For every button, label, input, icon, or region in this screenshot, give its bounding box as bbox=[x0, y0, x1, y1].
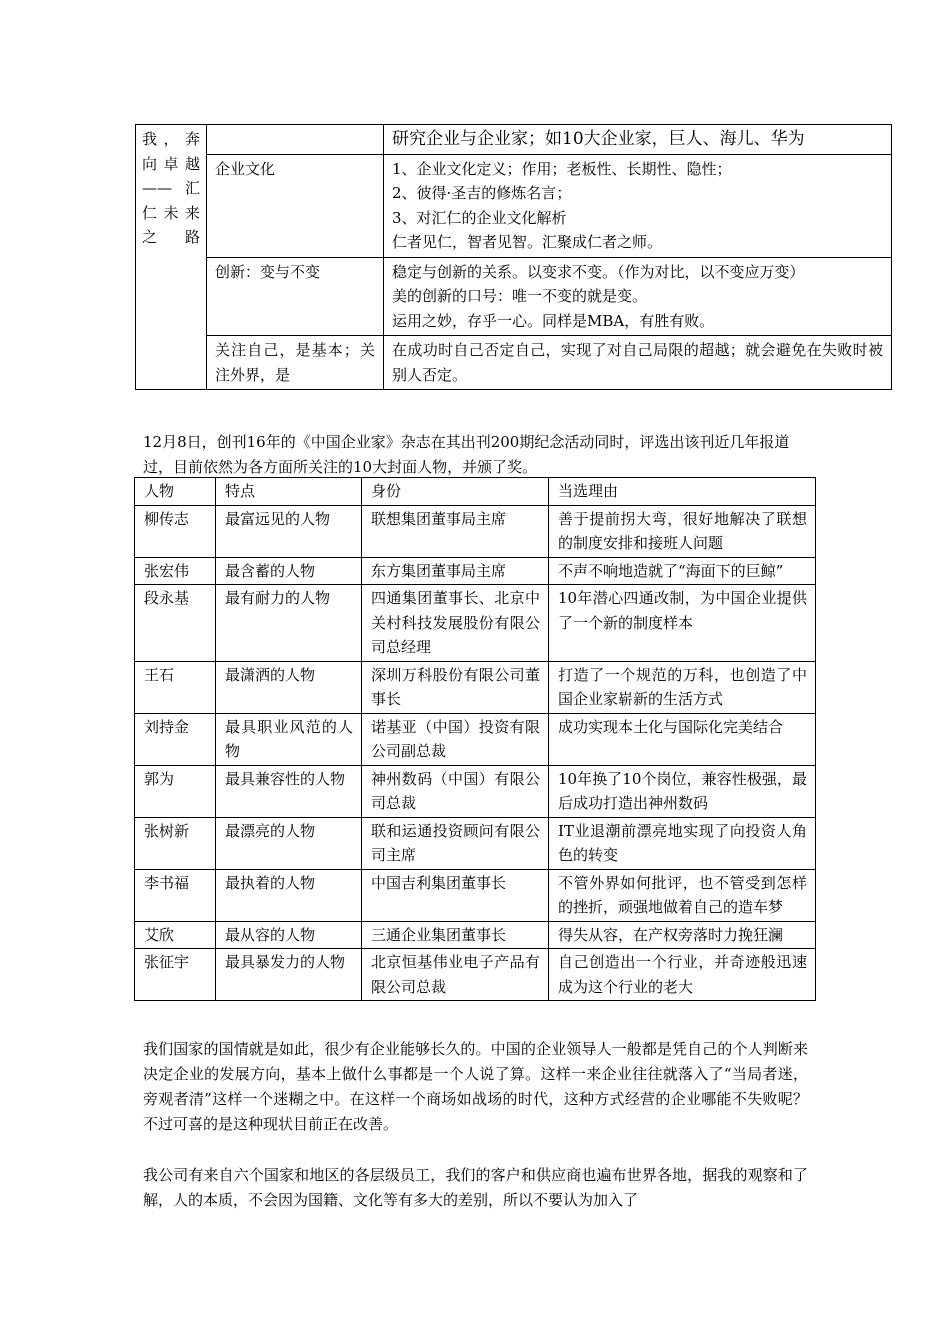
table-row bbox=[135, 585, 816, 662]
body-paragraph: 我公司有来自六个国家和地区的各层级员工，我们的客户和供应商也遍布世界各地，据我的观察和了解，人的本质，不会因为国籍、文化等有多大的差别，所以不要认为加入了 bbox=[143, 1166, 808, 1209]
people-table bbox=[134, 477, 816, 1001]
person-reason: 打造了一个规范的万科，也创造了中国企业家崭新的生活方式 bbox=[549, 661, 816, 713]
person-trait: 最有耐力的人物 bbox=[216, 585, 362, 662]
table-row bbox=[135, 713, 816, 765]
topic-cell: 企业文化 bbox=[207, 154, 384, 257]
person-name: 段永基 bbox=[135, 585, 216, 662]
person-name: 郭为 bbox=[135, 765, 216, 817]
person-trait: 最富远见的人物 bbox=[216, 505, 362, 557]
outline-row bbox=[136, 154, 892, 257]
outline-row bbox=[136, 125, 892, 155]
table-header-row bbox=[135, 478, 816, 506]
person-title: 联和运通投资顾问有限公司主席 bbox=[362, 817, 549, 869]
person-trait: 最具兼容性的人物 bbox=[216, 765, 362, 817]
content-line: 1、企业文化定义；作用；老板性、长期性、隐性； bbox=[392, 159, 732, 178]
person-name: 艾欣 bbox=[135, 921, 216, 949]
person-name: 张征宇 bbox=[135, 949, 216, 1001]
content-line: 2、彼得·圣吉的修炼名言； bbox=[392, 184, 572, 202]
column-header: 特点 bbox=[216, 478, 362, 506]
side-label-line: 我，奔 bbox=[142, 130, 200, 148]
column-header: 当选理由 bbox=[549, 478, 816, 506]
side-label-line: ——汇 bbox=[142, 179, 200, 197]
person-reason: 10年潜心四通改制，为中国企业提供了一个新的制度样本 bbox=[549, 585, 816, 662]
person-reason: 成功实现本土化与国际化完美结合 bbox=[549, 713, 816, 765]
person-title: 中国吉利集团董事长 bbox=[362, 869, 549, 921]
person-name: 李书福 bbox=[135, 869, 216, 921]
person-trait: 最具暴发力的人物 bbox=[216, 949, 362, 1001]
person-name: 王石 bbox=[135, 661, 216, 713]
content-line: 仁者见仁，智者见智。汇聚成仁者之师。 bbox=[392, 233, 663, 251]
person-title: 东方集团董事局主席 bbox=[362, 557, 549, 585]
person-trait: 最具职业风范的人物 bbox=[216, 713, 362, 765]
intro-paragraph: 12月8日，创刊16年的《中国企业家》杂志在其出刊200期纪念活动同时，评选出该刊近几年报道过，目前依然为各方面所关注的10大封面人物，并颁了奖。 bbox=[143, 433, 790, 476]
person-reason: 不声不响地造就了“海面下的巨鲸” bbox=[549, 557, 816, 585]
person-trait: 最含蓄的人物 bbox=[216, 557, 362, 585]
outline-row bbox=[136, 336, 892, 390]
person-title: 深圳万科股份有限公司董事长 bbox=[362, 661, 549, 713]
content-line: 3、对汇仁的企业文化解析 bbox=[392, 208, 567, 227]
content-line: 运用之妙，存乎一心。同样是MBA，有胜有败。 bbox=[392, 311, 715, 330]
person-name: 刘持金 bbox=[135, 713, 216, 765]
table-row bbox=[135, 949, 816, 1001]
outline-table bbox=[135, 124, 892, 390]
content-line: 美的创新的口号：唯一不变的就是变。 bbox=[392, 287, 648, 305]
person-reason: 自己创造出一个行业，并奇迹般迅速成为这个行业的老大 bbox=[549, 949, 816, 1001]
topic-cell bbox=[207, 125, 384, 155]
table-row bbox=[135, 921, 816, 949]
column-header: 身份 bbox=[362, 478, 549, 506]
side-label-line: 向卓越 bbox=[142, 154, 200, 173]
person-title: 三通企业集团董事长 bbox=[362, 921, 549, 949]
person-reason: 善于提前拐大弯，很好地解决了联想的制度安排和接班人问题 bbox=[549, 505, 816, 557]
person-trait: 最潇洒的人物 bbox=[216, 661, 362, 713]
table-row bbox=[135, 765, 816, 817]
person-trait: 最执着的人物 bbox=[216, 869, 362, 921]
topic-cell: 关注自己，是基本；关注外界，是 bbox=[207, 336, 384, 390]
side-label-line: 之路 bbox=[142, 228, 200, 246]
person-title: 诺基亚（中国）投资有限公司副总裁 bbox=[362, 713, 549, 765]
person-name: 张树新 bbox=[135, 817, 216, 869]
person-title: 神州数码（中国）有限公司总裁 bbox=[362, 765, 549, 817]
table-row bbox=[135, 557, 816, 585]
content-cell bbox=[384, 154, 892, 257]
person-reason: 10年换了10个岗位，兼容性极强，最后成功打造出神州数码 bbox=[549, 765, 816, 817]
person-title: 四通集团董事长、北京中关村科技发展股份有限公司总经理 bbox=[362, 585, 549, 662]
person-trait: 最从容的人物 bbox=[216, 921, 362, 949]
person-title: 北京恒基伟业电子产品有限公司总裁 bbox=[362, 949, 549, 1001]
person-title: 联想集团董事局主席 bbox=[362, 505, 549, 557]
table-row bbox=[135, 869, 816, 921]
person-reason: IT业退潮前漂亮地实现了向投资人角色的转变 bbox=[549, 817, 816, 869]
person-reason: 不管外界如何批评，也不管受到怎样的挫折，顽强地做着自己的造车梦 bbox=[549, 869, 816, 921]
side-label-cell bbox=[136, 125, 207, 390]
table-row bbox=[135, 661, 816, 713]
column-header: 人物 bbox=[135, 478, 216, 506]
person-trait: 最漂亮的人物 bbox=[216, 817, 362, 869]
topic-cell: 创新：变与不变 bbox=[207, 257, 384, 336]
content-cell: 在成功时自己否定自己，实现了对自己局限的超越；就会避免在失败时被别人否定。 bbox=[384, 336, 892, 390]
side-label-line: 仁未来 bbox=[142, 203, 200, 222]
content-cell: 研究企业与企业家；如10大企业家，巨人、海儿、华为 bbox=[384, 125, 892, 155]
person-name: 张宏伟 bbox=[135, 557, 216, 585]
body-paragraph: 我们国家的国情就是如此，很少有企业能够长久的。中国的企业领导人一般都是凭自己的个人判断来决定企业的发展方向，基本上做什么事都是一个人说了算。这样一来企业往往就落入了“当局者迷，旁观者清”这样一个迷糊之中。在这样一个商场如战场的时代，这种方式经营的企业哪能不失败呢？不过可喜的是这种现状目前正在改善。 bbox=[143, 1040, 808, 1133]
person-name: 柳传志 bbox=[135, 505, 216, 557]
outline-row bbox=[136, 257, 892, 336]
content-line: 稳定与创新的关系。以变求不变。（作为对比，以不变应万变） bbox=[392, 262, 805, 281]
table-row bbox=[135, 817, 816, 869]
content-cell bbox=[384, 257, 892, 336]
person-reason: 得失从容，在产权旁落时力挽狂澜 bbox=[549, 921, 816, 949]
table-row bbox=[135, 505, 816, 557]
